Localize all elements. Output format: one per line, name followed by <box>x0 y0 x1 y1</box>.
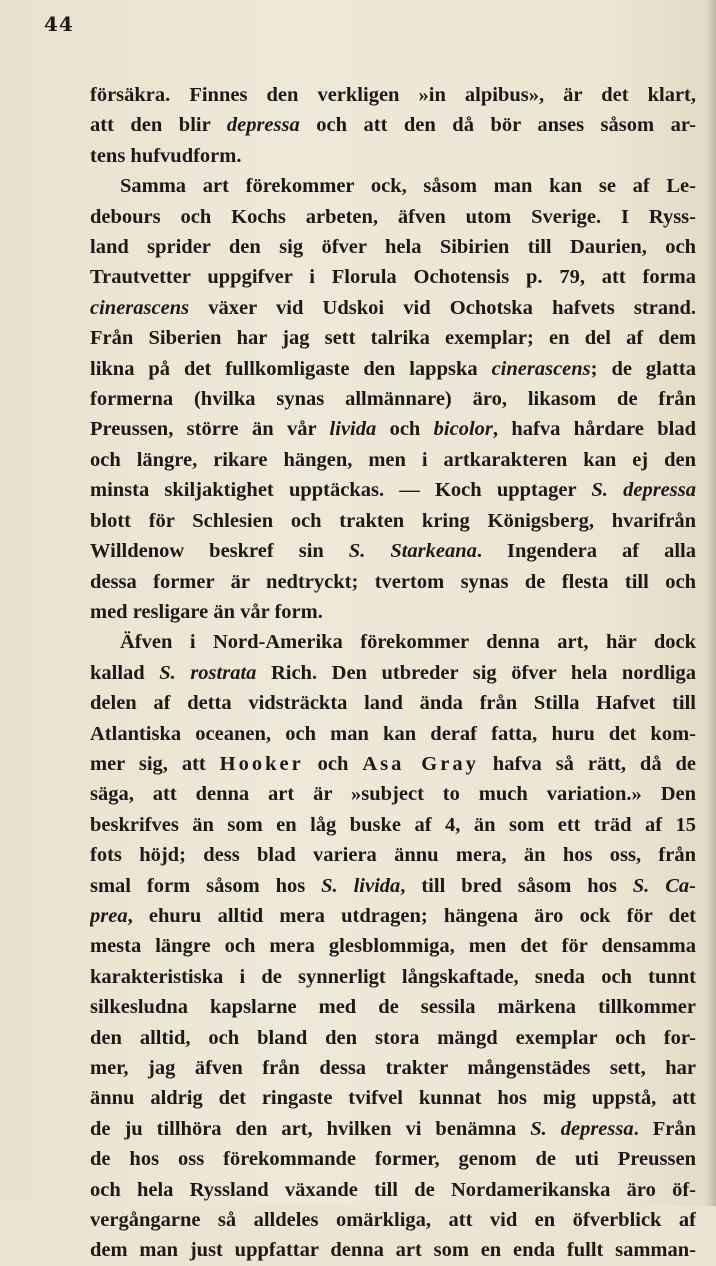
text-line: mesta längre och mera glesblommiga, men det för densamma <box>90 935 696 958</box>
text-line: att den blir depressa och att den då bör anses såsom ar- <box>90 114 696 137</box>
text-line: blott för Schlesien och trakten kring Königsberg, hvarifrån <box>90 509 696 532</box>
text-line: silkesludna kapslarne med de sessila märkena tillkommer <box>90 996 696 1019</box>
text-line: vergångarne så alldeles omärkliga, att vid en öfverblick af <box>90 1209 696 1232</box>
text-line: prea, ehuru alltid mera utdragen; hängena äro ock för det <box>90 904 696 927</box>
text-line: debours och Kochs arbeten, äfven utom Sverige. I Ryss- <box>90 205 696 228</box>
text-line: Äfven i Nord-Amerika förekommer denna art, här dock <box>120 631 696 654</box>
text-line: land sprider den sig öfver hela Sibirien till Daurien, och <box>90 236 696 259</box>
text-line: Samma art förekommer ock, såsom man kan se af Le- <box>120 175 696 198</box>
text-line: likna på det fullkomligaste den lappska cinerascens; de glatta <box>90 357 696 380</box>
text-line: cinerascens växer vid Udskoi vid Ochotska hafvets strand. <box>90 296 696 319</box>
text-line: Trautvetter uppgifver i Florula Ochotensis p. 79, att forma <box>90 266 696 289</box>
text-line: säga, att denna art är »subject to much variation.» Den <box>90 783 696 806</box>
page-edge-shadow <box>706 0 716 1206</box>
text-line: kallad S. rostrata Rich. Den utbreder sig öfver hela nordliga <box>90 661 696 684</box>
text-line: med resligare än vår form. <box>90 600 323 623</box>
text-line: försäkra. Finnes den verkligen »in alpibus», är det klart, <box>90 84 696 106</box>
text-line: dem man just uppfattar denna art som en enda fullt samman- <box>90 1239 696 1262</box>
text-line: smal form såsom hos S. livida, till bred såsom hos S. Ca- <box>90 874 696 897</box>
text-line: de ju tillhöra den art, hvilken vi benämna S. depressa. Från <box>90 1117 696 1140</box>
text-line: Preussen, större än vår livida och bicolor, hafva hårdare blad <box>90 418 696 441</box>
page-number: 44 <box>44 12 74 36</box>
text-line: delen af detta vidsträckta land ända från Stilla Hafvet till <box>90 692 696 715</box>
text-line: tens hufvudform. <box>90 144 242 167</box>
text-line: formerna (hvilka synas allmännare) äro, likasom de från <box>90 388 696 411</box>
text-line: och längre, rikare hängen, men i artkarakteren kan ej den <box>90 448 696 471</box>
text-line: den alltid, och bland den stora mängd exemplar och for- <box>90 1026 696 1049</box>
text-line: dessa former är nedtryckt; tvertom synas de flesta till och <box>90 570 696 593</box>
text-line: ännu aldrig det ringaste tvifvel kunnat hos mig uppstå, att <box>90 1087 696 1110</box>
text-line: mer sig, att Hooker och Asa Gray hafva så rätt, då de <box>90 752 696 775</box>
text-line: Atlantiska oceanen, och man kan deraf fatta, huru det kom- <box>90 722 696 745</box>
text-line: mer, jag äfven från dessa trakter mångenstädes sett, har <box>90 1057 696 1079</box>
text-line: Willdenow beskref sin S. Starkeana. Ingendera af alla <box>90 540 696 563</box>
text-line: karakteristiska i de synnerligt långskaftade, sneda och tunnt <box>90 965 696 988</box>
text-line: och hela Ryssland växande till de Nordamerikanska äro öf- <box>90 1178 696 1201</box>
text-line: minsta skiljaktighet upptäckas. — Koch upptager S. depressa <box>90 479 696 502</box>
text-line: beskrifves än som en låg buske af 4, än som ett träd af 15 <box>90 813 696 836</box>
text-line: fots höjd; dess blad variera ännu mera, än hos oss, från <box>90 844 696 867</box>
text-line: Från Siberien har jag sett talrika exemplar; en del af dem <box>90 327 696 350</box>
text-line: de hos oss förekommande former, genom de uti Preussen <box>90 1148 696 1171</box>
body-text <box>90 80 696 1266</box>
